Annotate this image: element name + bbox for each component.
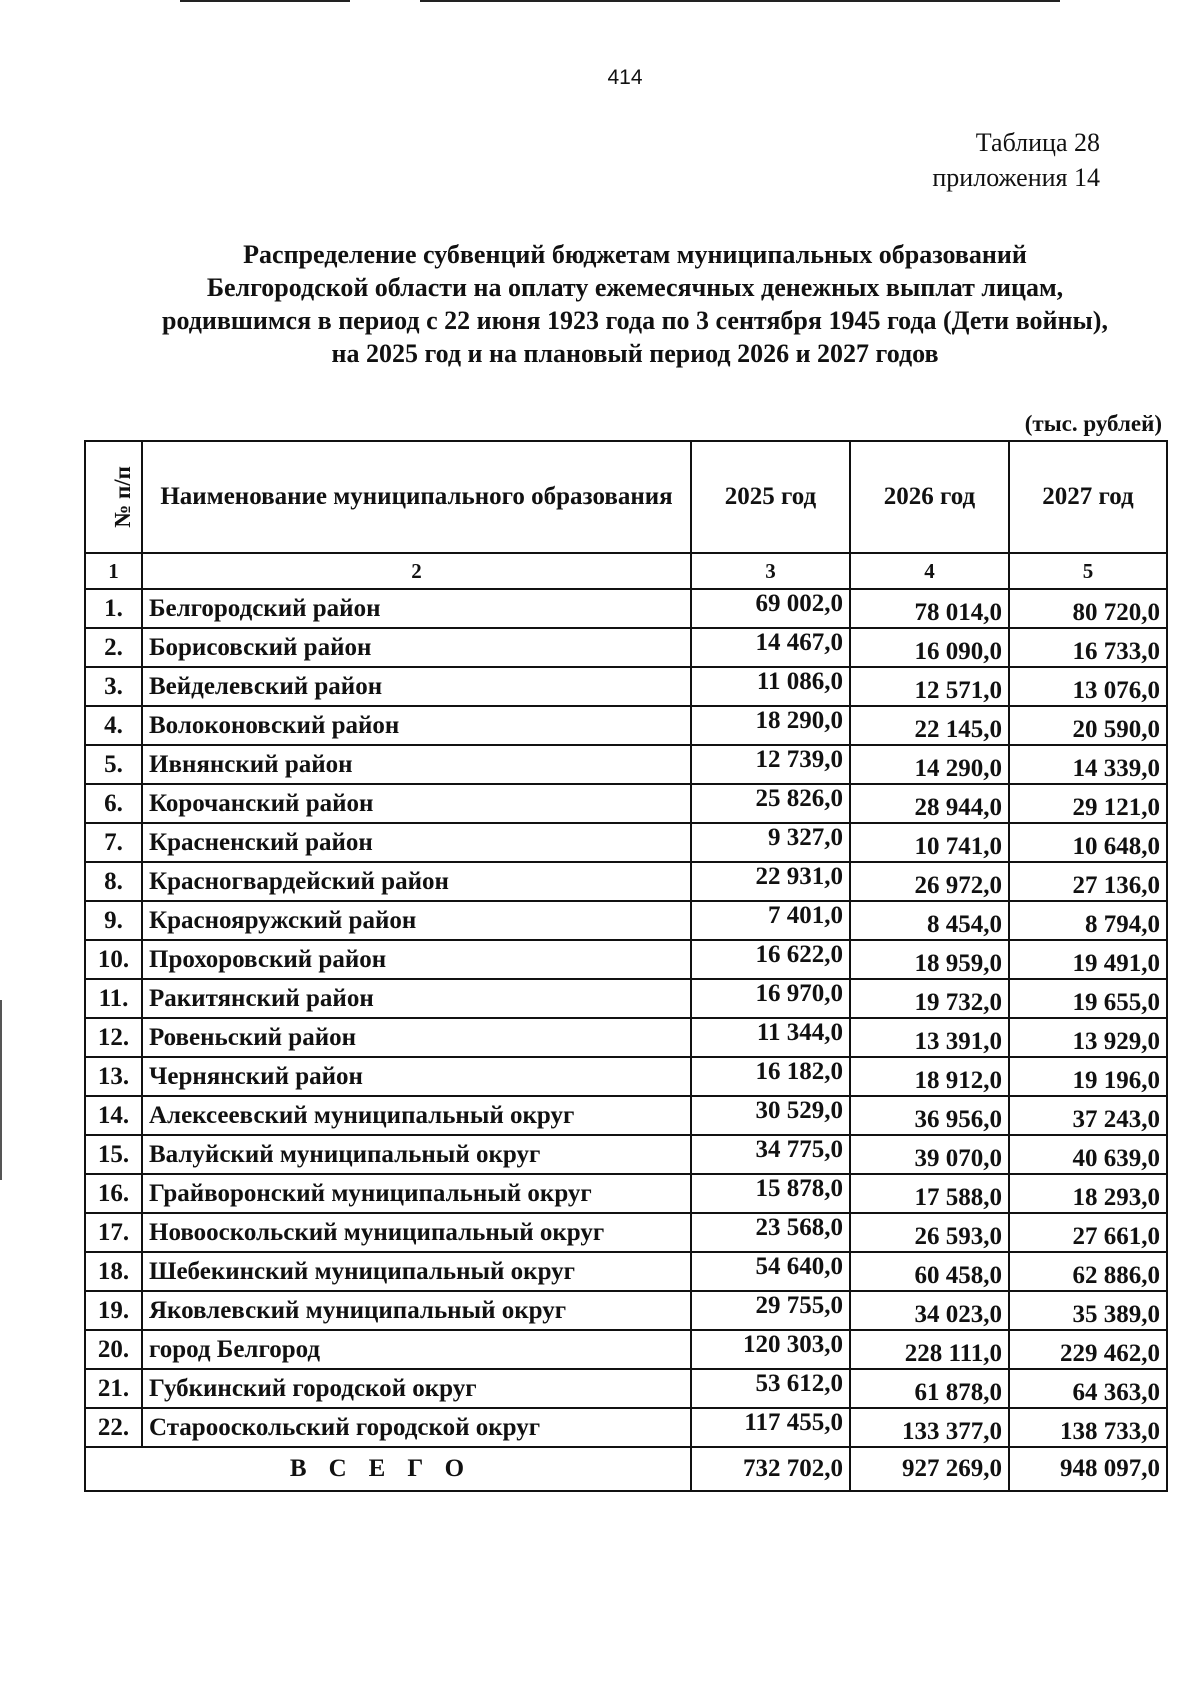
- value-2025: 34 775,0: [691, 1135, 850, 1174]
- value-2027: 13 929,0: [1009, 1018, 1167, 1057]
- table-row: [85, 667, 1167, 706]
- total-value-2027: 948 097,0: [1009, 1447, 1167, 1491]
- municipality-name: Борисовский район: [142, 628, 691, 667]
- value-2026: 61 878,0: [850, 1369, 1009, 1408]
- total-value-2025: 732 702,0: [691, 1447, 850, 1491]
- header-row: [85, 441, 1167, 553]
- value-2027: 20 590,0: [1009, 706, 1167, 745]
- row-index: 1.: [85, 589, 142, 628]
- table-row: [85, 901, 1167, 940]
- value-2025: 30 529,0: [691, 1096, 850, 1135]
- value-2025: 14 467,0: [691, 628, 850, 667]
- table-row: [85, 1018, 1167, 1057]
- value-2025: 16 970,0: [691, 979, 850, 1018]
- value-2026: 60 458,0: [850, 1252, 1009, 1291]
- municipality-name: Грайворонский муниципальный округ: [142, 1174, 691, 1213]
- table-row: [85, 1408, 1167, 1447]
- value-2026: 13 391,0: [850, 1018, 1009, 1057]
- municipality-name: Валуйский муниципальный округ: [142, 1135, 691, 1174]
- table-row: [85, 745, 1167, 784]
- table-row: [85, 628, 1167, 667]
- column-number-row: [85, 553, 1167, 589]
- value-2027: 8 794,0: [1009, 901, 1167, 940]
- title-line: Распределение субвенций бюджетам муниципальных образований: [243, 240, 1027, 269]
- value-2026: 228 111,0: [850, 1330, 1009, 1369]
- row-index: 18.: [85, 1252, 142, 1291]
- value-2027: 19 655,0: [1009, 979, 1167, 1018]
- table-row: [85, 1096, 1167, 1135]
- table-row: [85, 589, 1167, 628]
- value-2025: 12 739,0: [691, 745, 850, 784]
- value-2025: 15 878,0: [691, 1174, 850, 1213]
- municipality-name: Губкинский городской округ: [142, 1369, 691, 1408]
- value-2027: 29 121,0: [1009, 784, 1167, 823]
- municipality-name: Шебекинский муниципальный округ: [142, 1252, 691, 1291]
- row-index: 5.: [85, 745, 142, 784]
- value-2025: 7 401,0: [691, 901, 850, 940]
- row-index: 12.: [85, 1018, 142, 1057]
- value-2027: 37 243,0: [1009, 1096, 1167, 1135]
- value-2026: 18 912,0: [850, 1057, 1009, 1096]
- row-index: 9.: [85, 901, 142, 940]
- value-2027: 27 661,0: [1009, 1213, 1167, 1252]
- value-2025: 22 931,0: [691, 862, 850, 901]
- value-2026: 8 454,0: [850, 901, 1009, 940]
- value-2025: 29 755,0: [691, 1291, 850, 1330]
- value-2025: 120 303,0: [691, 1330, 850, 1369]
- value-2025: 25 826,0: [691, 784, 850, 823]
- table-row: [85, 1369, 1167, 1408]
- page-number: 414: [607, 66, 643, 89]
- table-row: [85, 1174, 1167, 1213]
- value-2026: 22 145,0: [850, 706, 1009, 745]
- row-index: 13.: [85, 1057, 142, 1096]
- document-title: [60, 238, 1200, 370]
- value-2026: 34 023,0: [850, 1291, 1009, 1330]
- value-2027: 229 462,0: [1009, 1330, 1167, 1369]
- value-2027: 14 339,0: [1009, 745, 1167, 784]
- value-2026: 10 741,0: [850, 823, 1009, 862]
- value-2027: 19 491,0: [1009, 940, 1167, 979]
- title-line: Белгородской области на оплату ежемесячных денежных выплат лицам,: [206, 273, 1064, 302]
- value-2026: 26 972,0: [850, 862, 1009, 901]
- value-2027: 62 886,0: [1009, 1252, 1167, 1291]
- value-2027: 27 136,0: [1009, 862, 1167, 901]
- subvention-table: [84, 440, 1168, 1492]
- row-index: 2.: [85, 628, 142, 667]
- value-2025: 23 568,0: [691, 1213, 850, 1252]
- value-2025: 9 327,0: [691, 823, 850, 862]
- value-2027: 40 639,0: [1009, 1135, 1167, 1174]
- table-row: [85, 706, 1167, 745]
- table-row: [85, 1291, 1167, 1330]
- table-row: [85, 784, 1167, 823]
- table-reference: [932, 125, 1100, 195]
- column-number: 4: [850, 553, 1009, 589]
- value-2027: 16 733,0: [1009, 628, 1167, 667]
- title-line: родившимся в период с 22 июня 1923 года по 3 сентября 1945 года (Дети войны),: [162, 306, 1108, 335]
- total-value-2026: 927 269,0: [850, 1447, 1009, 1491]
- municipality-name: Краснояружский район: [142, 901, 691, 940]
- municipality-name: Волоконовский район: [142, 706, 691, 745]
- header-2025: 2025 год: [691, 441, 850, 553]
- value-2026: 19 732,0: [850, 979, 1009, 1018]
- row-index: 19.: [85, 1291, 142, 1330]
- value-2025: 11 086,0: [691, 667, 850, 706]
- value-2026: 133 377,0: [850, 1408, 1009, 1447]
- row-index: 21.: [85, 1369, 142, 1408]
- value-2026: 39 070,0: [850, 1135, 1009, 1174]
- total-label: ВСЕГО: [85, 1447, 691, 1491]
- value-2027: 35 389,0: [1009, 1291, 1167, 1330]
- column-number: 2: [142, 553, 691, 589]
- table-row: [85, 1057, 1167, 1096]
- row-index: 3.: [85, 667, 142, 706]
- header-2027: 2027 год: [1009, 441, 1167, 553]
- municipality-name: Белгородский район: [142, 589, 691, 628]
- total-row: [85, 1447, 1167, 1491]
- value-2026: 14 290,0: [850, 745, 1009, 784]
- row-index: 6.: [85, 784, 142, 823]
- table-row: [85, 979, 1167, 1018]
- row-index: 11.: [85, 979, 142, 1018]
- value-2025: 53 612,0: [691, 1369, 850, 1408]
- row-index: 20.: [85, 1330, 142, 1369]
- municipality-name: Ивнянский район: [142, 745, 691, 784]
- value-2027: 19 196,0: [1009, 1057, 1167, 1096]
- municipality-name: Вейделевский район: [142, 667, 691, 706]
- value-2025: 16 182,0: [691, 1057, 850, 1096]
- value-2027: 80 720,0: [1009, 589, 1167, 628]
- value-2026: 36 956,0: [850, 1096, 1009, 1135]
- table-row: [85, 1252, 1167, 1291]
- municipality-name: Старооскольский городской округ: [142, 1408, 691, 1447]
- column-number: 5: [1009, 553, 1167, 589]
- value-2027: 13 076,0: [1009, 667, 1167, 706]
- value-2027: 64 363,0: [1009, 1369, 1167, 1408]
- header-name: Наименование муниципального образования: [142, 441, 691, 553]
- table-ref-line2: приложения 14: [932, 163, 1100, 192]
- row-index: 14.: [85, 1096, 142, 1135]
- table-row: [85, 1330, 1167, 1369]
- row-index: 22.: [85, 1408, 142, 1447]
- table-row: [85, 862, 1167, 901]
- value-2026: 28 944,0: [850, 784, 1009, 823]
- table-ref-line1: Таблица 28: [975, 128, 1100, 157]
- value-2025: 54 640,0: [691, 1252, 850, 1291]
- column-number: 1: [85, 553, 142, 589]
- value-2026: 78 014,0: [850, 589, 1009, 628]
- row-index: 4.: [85, 706, 142, 745]
- row-index: 10.: [85, 940, 142, 979]
- value-2026: 18 959,0: [850, 940, 1009, 979]
- municipality-name: Ровеньский район: [142, 1018, 691, 1057]
- municipality-name: Ракитянский район: [142, 979, 691, 1018]
- municipality-name: Корочанский район: [142, 784, 691, 823]
- title-line: на 2025 год и на плановый период 2026 и 2027 годов: [331, 339, 939, 368]
- value-2026: 26 593,0: [850, 1213, 1009, 1252]
- table-row: [85, 940, 1167, 979]
- municipality-name: Яковлевский муниципальный округ: [142, 1291, 691, 1330]
- scan-left-edge-mark: [0, 1000, 2, 1180]
- row-index: 15.: [85, 1135, 142, 1174]
- table-row: [85, 823, 1167, 862]
- value-2025: 69 002,0: [691, 589, 850, 628]
- value-2027: 10 648,0: [1009, 823, 1167, 862]
- unit-label: (тыс. рублей): [1024, 411, 1162, 436]
- municipality-name: Чернянский район: [142, 1057, 691, 1096]
- municipality-name: Новооскольский муниципальный округ: [142, 1213, 691, 1252]
- municipality-name: Красненский район: [142, 823, 691, 862]
- row-index: 7.: [85, 823, 142, 862]
- value-2025: 11 344,0: [691, 1018, 850, 1057]
- scan-top-edge: [0, 0, 1200, 3]
- row-index: 16.: [85, 1174, 142, 1213]
- value-2025: 18 290,0: [691, 706, 850, 745]
- value-2026: 16 090,0: [850, 628, 1009, 667]
- value-2027: 138 733,0: [1009, 1408, 1167, 1447]
- value-2025: 16 622,0: [691, 940, 850, 979]
- column-number: 3: [691, 553, 850, 589]
- header-2026: 2026 год: [850, 441, 1009, 553]
- municipality-name: город Белгород: [142, 1330, 691, 1369]
- municipality-name: Прохоровский район: [142, 940, 691, 979]
- value-2027: 18 293,0: [1009, 1174, 1167, 1213]
- row-index: 17.: [85, 1213, 142, 1252]
- table-row: [85, 1213, 1167, 1252]
- header-index: № п/п: [85, 441, 142, 553]
- value-2025: 117 455,0: [691, 1408, 850, 1447]
- value-2026: 12 571,0: [850, 667, 1009, 706]
- value-2026: 17 588,0: [850, 1174, 1009, 1213]
- municipality-name: Алексеевский муниципальный округ: [142, 1096, 691, 1135]
- row-index: 8.: [85, 862, 142, 901]
- municipality-name: Красногвардейский район: [142, 862, 691, 901]
- table-row: [85, 1135, 1167, 1174]
